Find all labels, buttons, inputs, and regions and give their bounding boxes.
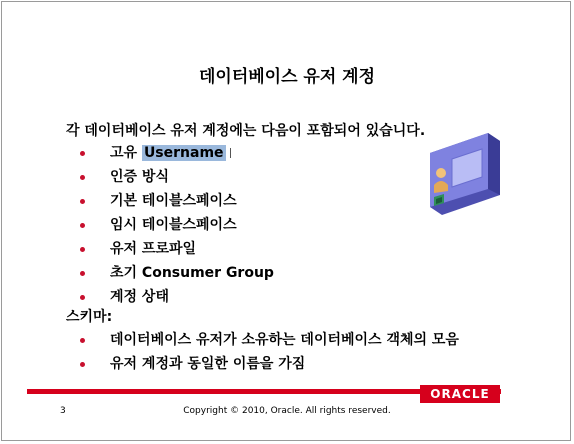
bullet-dot-icon [80, 271, 85, 276]
bullet-text: 유저 계정과 동일한 이름을 가짐 [110, 356, 306, 372]
bullet-text: 데이터베이스 유저가 소유하는 데이터베이스 객체의 모음 [110, 332, 459, 348]
page-number: 3 [60, 406, 66, 416]
bullet-dot-icon [80, 175, 85, 180]
bullet-dot-icon [80, 151, 85, 156]
bullet-text [110, 143, 231, 163]
intro-text: 각 데이터베이스 유저 계정에는 다음이 포함되어 있습니다. [66, 123, 426, 139]
selected-text[interactable]: Username [143, 145, 224, 161]
bullet-dot-icon [80, 247, 85, 252]
bullet-text: 유저 프로파일 [110, 241, 197, 257]
oracle-logo: ORACLE [420, 385, 500, 403]
bullet-dot-icon [80, 295, 85, 300]
user-account-illustration [424, 125, 504, 225]
bullet-dot-icon [80, 223, 85, 228]
bullet-dot-icon [80, 199, 85, 204]
bullet-prefix: 고유 [110, 145, 142, 161]
copyright-text: Copyright © 2010, Oracle. All rights reserved. [183, 406, 391, 416]
id-card-icon [424, 125, 504, 225]
bullet-text: 인증 방식 [110, 169, 169, 185]
bullet-dot-icon [80, 338, 85, 343]
bullet-dot-icon [80, 362, 85, 367]
text-cursor-icon [230, 148, 231, 158]
bullet-text: 계정 상태 [110, 289, 169, 305]
bullet-text: 임시 테이블스페이스 [110, 217, 237, 233]
slide-title: 데이터베이스 유저 계정 [198, 67, 376, 87]
schema-label: 스키마: [66, 309, 113, 325]
bullet-text: 기본 테이블스페이스 [110, 193, 237, 209]
bullet-text: 초기 Consumer Group [110, 265, 274, 281]
